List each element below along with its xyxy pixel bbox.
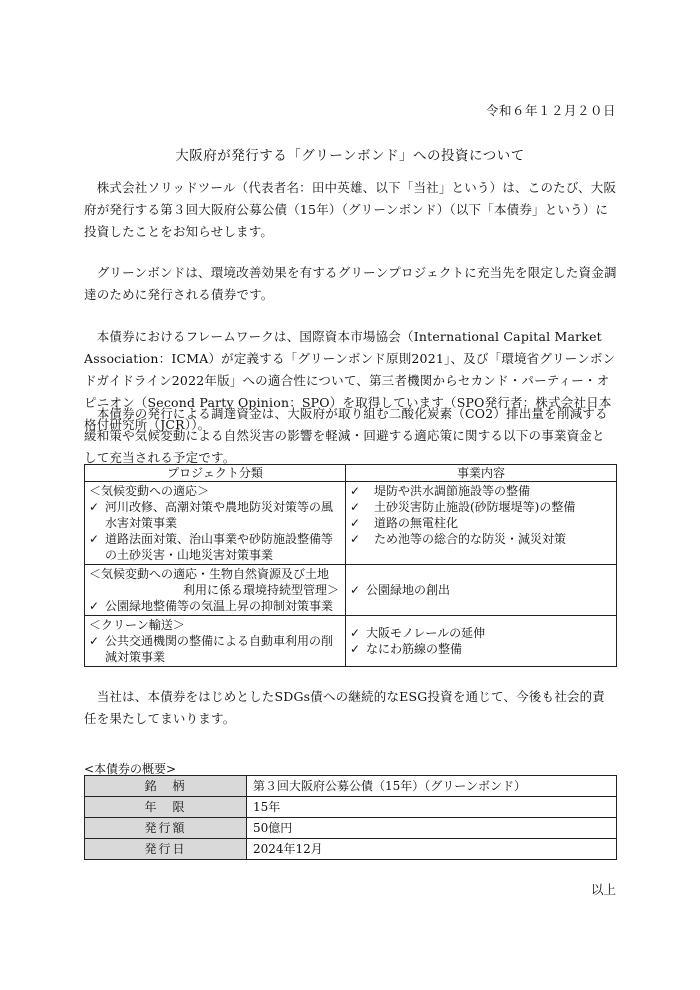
- table-row: [85, 776, 617, 797]
- category-cell: [85, 616, 346, 667]
- list-item: ✓ 道路法面対策、治山事業や砂防施設整備等の土砂災害・山地災害対策事業: [89, 532, 334, 562]
- project-table-header: [85, 465, 617, 482]
- table-row: [85, 565, 617, 616]
- category-cell: [85, 565, 346, 616]
- check-icon: ✓: [350, 516, 361, 530]
- header-project-category: プロジェクト分類: [85, 465, 346, 482]
- business-cell: [346, 616, 617, 667]
- project-table: [84, 464, 617, 667]
- check-icon: ✓: [350, 484, 361, 498]
- check-icon: ✓: [350, 642, 361, 656]
- business-cell: [346, 565, 617, 616]
- framework-paragraph: 本債券におけるフレームワークは、国際資本市場協会（International Capital Market Association：ICMA）が定義する「グリーンボンド原則2021」、及び「環境省グリーンボンドガイドライン2022年版」への適合性について、第三者機関からセカンド・パーティー・オピニオン（Second Party Opinion：SPO）を取得しています（SPO発行者：株式会社日本格付研究所（JCR））。: [84, 329, 616, 432]
- funds-paragraph: 本債券の発行による調達資金は、大阪府が取り組む二酸化炭素（CO2）排出量を削減する緩和策や気候変動による自然災害の影響を軽減・回避する適応策に関する以下の事業資金として充当される予定です。: [84, 406, 608, 465]
- list-item: ✓ なにわ筋線の整備: [350, 642, 463, 656]
- check-icon: ✓: [350, 583, 361, 597]
- list-item: ✓ 大阪モノレールの延伸: [350, 626, 486, 640]
- list-item: ✓ 公園緑地の創出: [350, 583, 451, 597]
- category-label-continued: 利用に係る環境持続型管理＞: [182, 583, 339, 597]
- overview-value: 50億円: [247, 818, 617, 839]
- overview-key: 発行日: [85, 839, 247, 860]
- overview-value: 第３回大阪府公募公債（15年）（グリーンボンド）: [247, 776, 617, 797]
- closing-paragraph: 当社は、本債券をはじめとしたSDGs債への継続的なESG投資を通じて、今後も社会的責任を果たしてまいります。: [84, 689, 606, 726]
- overview-key: 銘 柄: [85, 776, 247, 797]
- overview-table: [84, 775, 617, 860]
- business-cell: [346, 482, 617, 565]
- check-icon: ✓: [89, 500, 100, 514]
- check-icon: ✓: [89, 634, 100, 648]
- category-label: ＜気候変動への適応＞: [89, 484, 210, 498]
- list-item: ✓ 道路の無電柱化: [350, 516, 459, 530]
- check-icon: ✓: [89, 532, 100, 546]
- check-icon: ✓: [350, 532, 361, 546]
- overview-title: <本債券の概要>: [84, 762, 177, 776]
- document-date: 令和６年１２月２０日: [485, 103, 616, 118]
- overview-key: 発行額: [85, 818, 247, 839]
- overview-value: 2024年12月: [247, 839, 617, 860]
- check-icon: ✓: [89, 599, 100, 613]
- green-bond-paragraph: グリーンボンドは、環境改善効果を有するグリーンプロジェクトに充当先を限定した資金調達のために発行される債券です。: [84, 265, 617, 302]
- table-row: [85, 482, 617, 565]
- table-row: [85, 616, 617, 667]
- document-title: 大阪府が発行する「グリーンボンド」への投資について: [175, 148, 525, 164]
- overview-value: 15年: [247, 797, 617, 818]
- table-row: [85, 797, 617, 818]
- category-cell: [85, 482, 346, 565]
- list-item: ✓ 堤防や洪水調節施設等の整備: [350, 484, 531, 498]
- intro-paragraph: 株式会社ソリッドツール（代表者名：田中英雄、以下「当社」という）は、このたび、大阪府が発行する第３回大阪府公募公債（15年）（グリーンボンド）（以下「本債券」という）に投資したことをお知らせします。: [84, 180, 617, 239]
- header-business-content: 事業内容: [346, 465, 617, 482]
- category-label: ＜クリーン輸送＞: [89, 618, 185, 632]
- table-row: [85, 818, 617, 839]
- check-icon: ✓: [350, 626, 361, 640]
- list-item: ✓ 土砂災害防止施設(砂防堰堤等)の整備: [350, 500, 576, 514]
- table-row: [85, 839, 617, 860]
- list-item: ✓ 公園緑地整備等の気温上昇の抑制対策事業: [89, 599, 334, 613]
- check-icon: ✓: [350, 500, 361, 514]
- list-item: ✓ 河川改修、高潮対策や農地防災対策等の風水害対策事業: [89, 500, 334, 530]
- list-item: ✓ ため池等の総合的な防災・減災対策: [350, 532, 567, 546]
- overview-key: 年 限: [85, 797, 247, 818]
- list-item: ✓ 公共交通機関の整備による自動車利用の削減対策事業: [89, 634, 334, 664]
- end-mark: 以上: [590, 882, 616, 897]
- category-label: ＜気候変動への適応・生物自然資源及び土地: [89, 567, 330, 581]
